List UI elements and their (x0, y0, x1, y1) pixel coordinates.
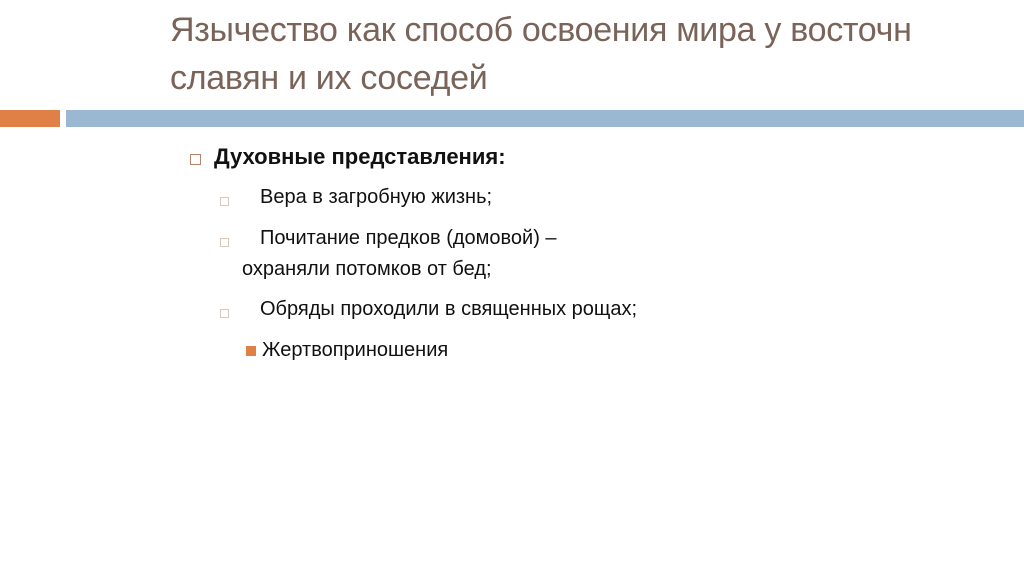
accent-bar-orange (0, 110, 60, 127)
slide-title (170, 6, 1024, 102)
hollow-square-bullet-icon (220, 197, 229, 206)
list-item: Вера в загробную жизнь; (260, 186, 493, 208)
title-line-2: славян и их соседей (170, 59, 488, 97)
filled-square-bullet-icon (246, 346, 256, 356)
list-item: Жертвоприношения (262, 339, 449, 361)
title-line-1: Язычество как способ освоения мира у восточн (170, 11, 912, 49)
hollow-square-bullet-icon (190, 154, 201, 165)
hollow-square-bullet-icon (220, 309, 229, 318)
list-heading: Духовные представления: (214, 144, 506, 169)
list-item: Обряды проходили в священных рощах; (260, 298, 638, 320)
hollow-square-bullet-icon (220, 238, 229, 247)
list-item-continuation: охраняли потомков от бед; (242, 258, 492, 280)
accent-bar-blue (66, 110, 1024, 127)
list-item: Почитание предков (домовой) – (260, 227, 557, 249)
